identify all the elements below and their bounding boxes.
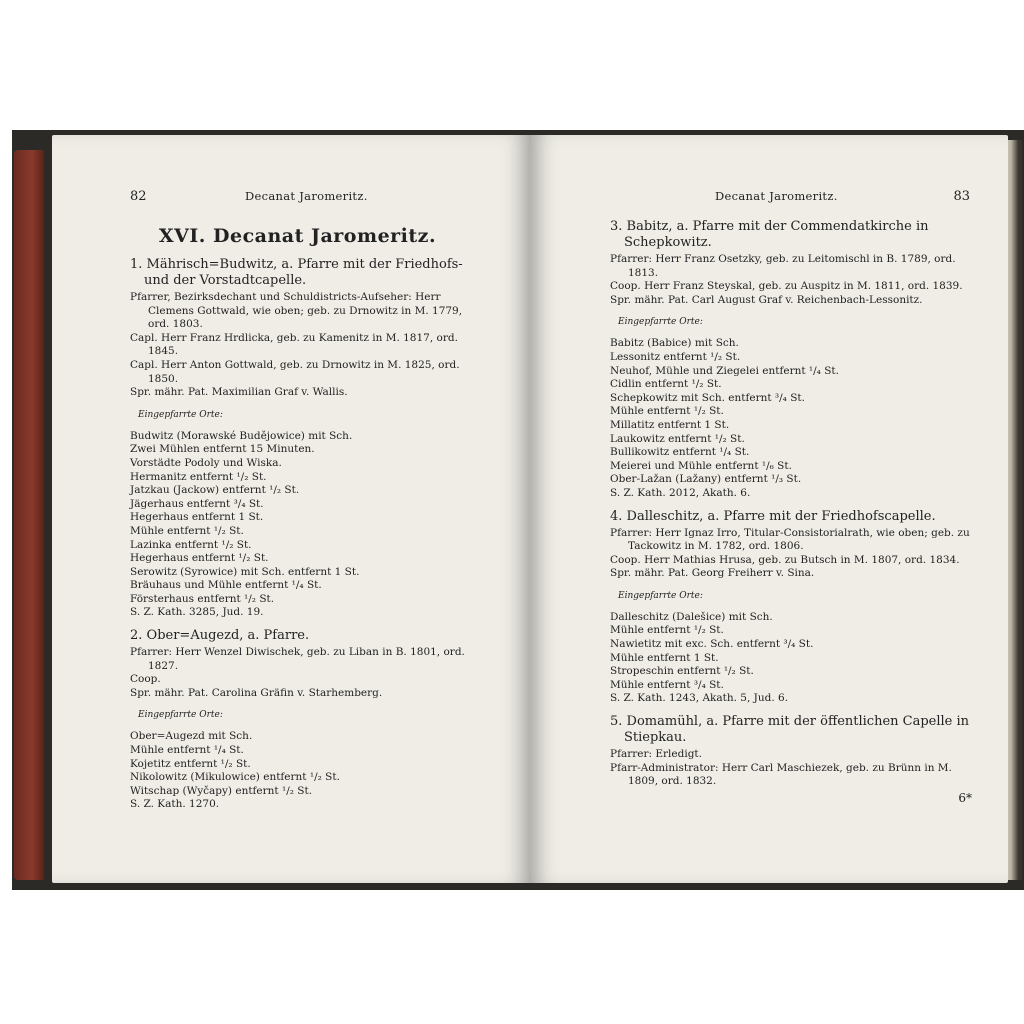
entry-3	[610, 219, 970, 501]
place-line: Ober-Lažan (Lažany) entfernt ¹/₃ St.	[610, 473, 802, 486]
place-line: Hegerhaus entfernt 1 St.	[130, 511, 264, 524]
entry-2	[130, 628, 465, 812]
place-line: Bräuhaus und Mühle entfernt ¹/₄ St.	[130, 579, 322, 592]
place-line: Millatitz entfernt 1 St.	[610, 418, 730, 431]
place-line: Jägerhaus entfernt ³/₄ St.	[130, 497, 264, 510]
left-page-content	[130, 135, 465, 812]
place-line: Mühle entfernt 1 St.	[610, 651, 719, 664]
place-line: Serowitz (Syrowice) mit Sch. entfernt 1 St.	[130, 565, 360, 578]
section-title: XVI. Decanat Jaromeritz.	[158, 225, 437, 247]
place-line: Mühle entfernt ¹/₄ St.	[130, 744, 244, 757]
place-line: Nawietitz mit exc. Sch. entfernt ³/₄ St.	[610, 638, 814, 651]
entry-line: Coop. Herr Mathias Hrusa, geb. zu Butsch in M. 1807, ord. 1834.	[610, 553, 960, 566]
right-running-title: Decanat Jaromeritz.	[715, 189, 838, 203]
entry-line: Spr. mähr. Pat. Carolina Gräfin v. Starhemberg.	[130, 686, 383, 699]
place-line: Stropeschin entfernt ¹/₂ St.	[610, 665, 754, 678]
place-line: Lazinka entfernt ¹/₂ St.	[130, 538, 252, 551]
left-page-number: 82	[130, 189, 147, 204]
place-line: Meierei und Mühle entfernt ¹/₆ St.	[610, 459, 792, 472]
entry-line: Coop. Herr Franz Steyskal, geb. zu Auspitz in M. 1811, ord. 1839.	[610, 280, 963, 293]
book-cover-edge	[14, 150, 44, 880]
place-line: Vorstädte Podoly und Wiska.	[130, 456, 282, 469]
parish-places-label: Eingepfarrte Orte:	[138, 409, 223, 420]
entry-line: Pfarrer: Erledigt.	[610, 748, 702, 761]
left-running-title: Decanat Jaromeritz.	[245, 189, 368, 203]
entry-heading: 4. Dalleschitz, a. Pfarre mit der Friedhofscapelle.	[610, 508, 936, 524]
place-line: Cidlin entfernt ¹/₂ St.	[610, 378, 722, 391]
place-line: Neuhof, Mühle und Ziegelei entfernt ¹/₄ St.	[610, 364, 839, 377]
place-line: Kojetitz entfernt ¹/₂ St.	[130, 757, 251, 770]
entry-line: Pfarrer, Bezirksdechant und Schuldistricts-Aufseher: Herr Clemens Gottwald, wie oben; geb. zu Drnowitz in M. 1779, ord. 1803.	[130, 291, 463, 331]
signature-mark: 6*	[958, 791, 972, 805]
place-line: Mühle entfernt ¹/₂ St.	[130, 524, 244, 537]
place-line: Witschap (Wyčapy) entfernt ¹/₂ St.	[130, 784, 313, 797]
entry-5	[610, 714, 970, 789]
entry-heading: 3. Babitz, a. Pfarre mit der Commendatkirche in Schepkowitz.	[610, 219, 929, 250]
right-page	[530, 135, 1008, 883]
place-line: Hermanitz entfernt ¹/₂ St.	[130, 470, 267, 483]
left-page	[52, 135, 530, 883]
place-line: Ober=Augezd mit Sch.	[130, 730, 253, 743]
parish-places-label: Eingepfarrte Orte:	[138, 710, 223, 721]
place-line: Laukowitz entfernt ¹/₂ St.	[610, 432, 745, 445]
entry-heading: 2. Ober=Augezd, a. Pfarre.	[130, 628, 310, 644]
place-line: Lessonitz entfernt ¹/₂ St.	[610, 350, 741, 363]
place-line: Mühle entfernt ¹/₂ St.	[610, 624, 724, 637]
place-line: Hegerhaus entfernt ¹/₂ St.	[130, 552, 269, 565]
place-line: Nikolowitz (Mikulowice) entfernt ¹/₂ St.	[130, 771, 340, 784]
place-line: Schepkowitz mit Sch. entfernt ³/₄ St.	[610, 391, 805, 404]
entry-line: Spr. mähr. Pat. Georg Freiherr v. Sina.	[610, 567, 815, 580]
place-line: S. Z. Kath. 1270.	[130, 798, 220, 811]
entry-line: Capl. Herr Franz Hrdlicka, geb. zu Kamenitz in M. 1817, ord. 1845.	[130, 331, 458, 358]
entry-heading: 5. Domamühl, a. Pfarre mit der öffentlichen Capelle in Stiepkau.	[610, 714, 970, 746]
right-page-content	[610, 135, 970, 789]
place-line: S. Z. Kath. 1243, Akath. 5, Jud. 6.	[610, 692, 789, 705]
entry-line: Pfarr-Administrator: Herr Carl Maschiezek, geb. zu Brünn in M. 1809, ord. 1832.	[610, 761, 952, 788]
place-line: S. Z. Kath. 3285, Jud. 19.	[130, 606, 264, 619]
entry-line: Pfarrer: Herr Ignaz Irro, Titular-Consistorialrath, wie oben; geb. zu Tackowitz in M. 1782, ord. 1806.	[610, 526, 970, 553]
place-line: Mühle entfernt ¹/₂ St.	[610, 405, 724, 418]
entry-4	[610, 509, 970, 707]
place-line: Babitz (Babice) mit Sch.	[610, 337, 739, 350]
entry-line: Capl. Herr Anton Gottwald, geb. zu Drnowitz in M. 1825, ord. 1850.	[130, 358, 460, 385]
entry-line: Spr. mähr. Pat. Carl August Graf v. Reichenbach-Lessonitz.	[610, 293, 923, 306]
place-line: Dalleschitz (Dalešice) mit Sch.	[610, 610, 773, 623]
parish-places-label: Eingepfarrte Orte:	[618, 590, 703, 601]
place-line: Budwitz (Morawské Budějowice) mit Sch.	[130, 429, 353, 442]
place-line: Mühle entfernt ³/₄ St.	[610, 678, 724, 691]
entry-line: Pfarrer: Herr Wenzel Diwischek, geb. zu Liban in B. 1801, ord. 1827.	[130, 646, 465, 672]
right-running-head	[610, 189, 970, 211]
place-line: Bullikowitz entfernt ¹/₄ St.	[610, 446, 750, 459]
right-page-number: 83	[953, 189, 970, 204]
entry-line: Spr. mähr. Pat. Maximilian Graf v. Wallis.	[130, 386, 348, 399]
entry-line: Coop.	[130, 673, 161, 686]
entry-heading: 1. Mährisch=Budwitz, a. Pfarre mit der Friedhofs- und der Vorstadtcapelle.	[130, 257, 463, 288]
place-line: Försterhaus entfernt ¹/₂ St.	[130, 592, 275, 605]
place-line: Zwei Mühlen entfernt 15 Minuten.	[130, 443, 315, 456]
left-running-head	[130, 189, 465, 211]
parish-places-label: Eingepfarrte Orte:	[618, 317, 703, 328]
entry-line: Pfarrer: Herr Franz Osetzky, geb. zu Leitomischl in B. 1789, ord. 1813.	[610, 253, 956, 279]
place-line: Jatzkau (Jackow) entfernt ¹/₂ St.	[130, 484, 300, 497]
place-line: S. Z. Kath. 2012, Akath. 6.	[610, 486, 751, 499]
entry-1	[130, 257, 465, 620]
